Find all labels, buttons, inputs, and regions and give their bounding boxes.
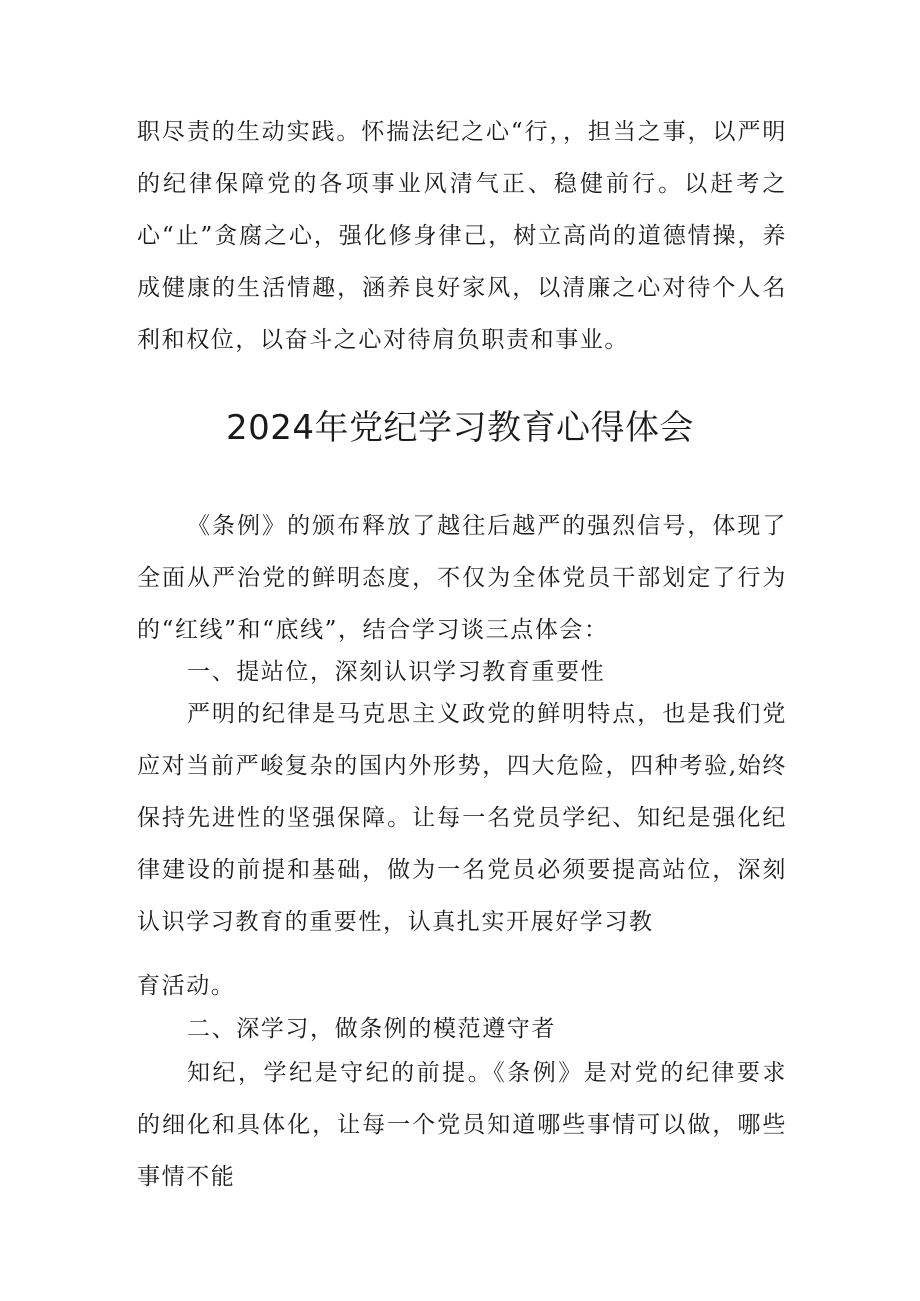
body-paragraph-4: 知纪，学纪是守纪的前提。《条例》是对党的纪律要求的细化和具体化，让每一个党员知道哪些事情可以做，哪些事情不能	[137, 1060, 787, 1190]
intro-paragraph: 职尽责的生动实践。怀揣法纪之心“行，，担当之事，以严明的纪律保障党的各项事业风清气正、稳健前行。以赶考之心“止”贪腐之心，强化修身律己，树立高尚的道德情操，养成健康的生活情趣，涵养良好家风，以清廉之心对待个人名利和权位，以奋斗之心对待肩负职责和事业。	[137, 119, 787, 353]
body-paragraph-3: 育活动。	[137, 973, 236, 999]
body-paragraph-1: 《条例》的颁布释放了越往后越严的强烈信号，体现了全面从严治党的鲜明态度，不仅为全体党员干部划定了行为的“红线”和“底线”，结合学习谈三点体会：	[137, 513, 787, 643]
section-heading-2: 二、深学习，做条例的模范遵守者	[187, 1016, 556, 1042]
body-paragraph-2: 严明的纪律是马克思主义政党的鲜明特点，也是我们党应对当前严峻复杂的国内外形势，四大危险，四种考验,始终保持先进性的坚强保障。让每一名党员学纪、知纪是强化纪律建设的前提和基础，做为一名党员必须要提高站位，深刻认识学习教育的重要性，认真扎实开展好学习教	[137, 701, 787, 935]
document-title: 2024年党纪学习教育心得体会	[225, 408, 695, 448]
section-heading-1: 一、提站位，深刻认识学习教育重要性	[187, 659, 606, 685]
